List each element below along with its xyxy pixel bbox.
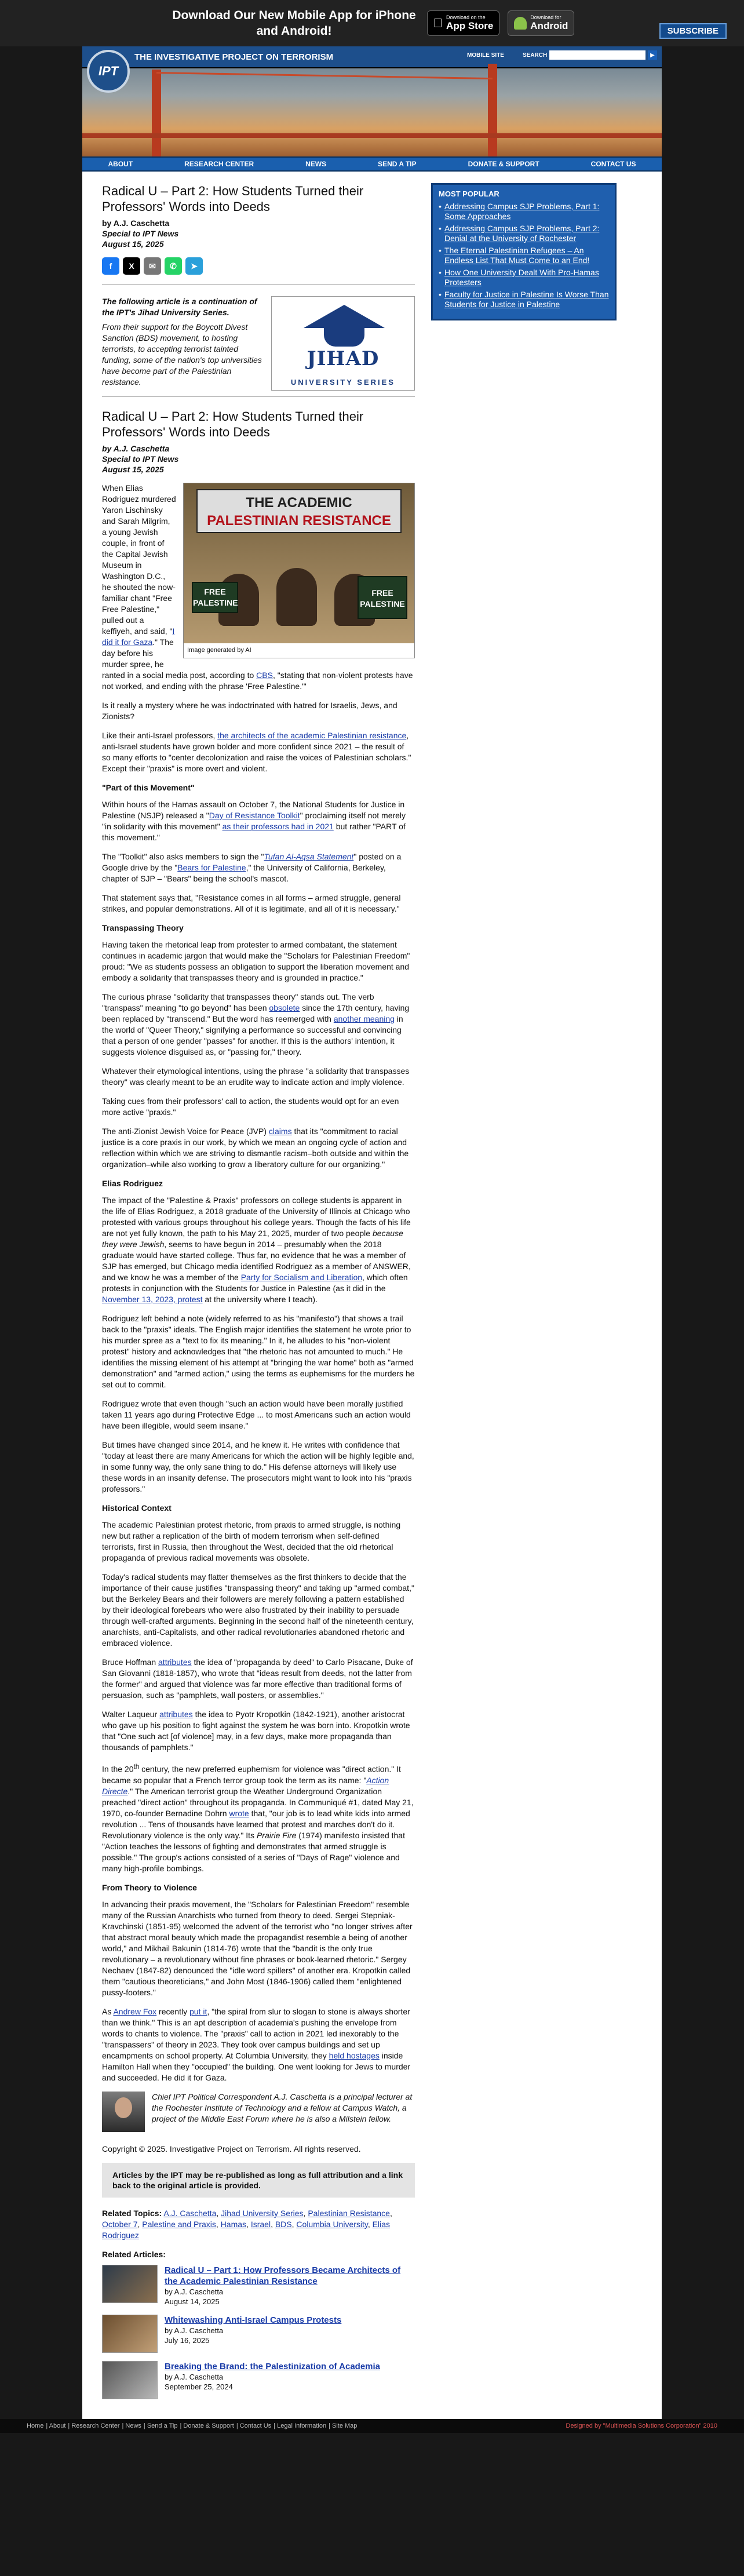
sidebar (431, 183, 617, 2407)
related-title[interactable]: Whitewashing Anti-Israel Campus Protests (165, 2315, 342, 2325)
section-heading: Elias Rodriguez (102, 1179, 163, 1188)
popular-item (439, 246, 609, 265)
popular-link[interactable]: Addressing Campus SJP Problems, Part 1: Some Approaches (444, 202, 600, 221)
nav-news[interactable]: NEWS (305, 160, 327, 168)
topic-link[interactable]: Jihad University Series (221, 2208, 304, 2218)
app-promo-text: Download Our New Mobile App for iPhone and Android! (172, 9, 416, 38)
related-date: September 25, 2024 (165, 2382, 233, 2391)
figure-sign-left: FREE PALESTINE (192, 582, 238, 613)
text: ," the University of California, Berkeley, chapter of SJP – "Bears" being the school's mascot. (102, 863, 386, 883)
bridge-cable (156, 72, 493, 79)
related-articles (102, 2249, 415, 2399)
text: The "Toolkit" also asks members to sign the " (102, 852, 264, 861)
text: The impact of the "Palestine & Praxis" professors on college students is apparent in the life of Elias Rodriguez, a 2018 graduate of the University of Illinois at Chicago who protested with various groups throughout his college years. Though the facts of his life are not yet fully known, the path to his May 21, 2025, murder of two people (102, 1196, 411, 1238)
link-held-hostages[interactable]: held hostages (329, 2050, 380, 2060)
text: the idea of "propaganda by deed" to Carlo Pisacane, Duke of San Giovanni (1818-1857), who wrote that "ideas result from deeds, not the latter from the former" and argued that violence was far more effective than traditional forms of persuasion, such as "pamphlets, wall posters, or assemblies." (102, 1657, 413, 1700)
link-toolkit[interactable]: Day of Resistance Toolkit (209, 811, 300, 820)
related-article (102, 2361, 415, 2399)
text: , seems to have begun in 2014 – presumably when the 2018 graduate would have started college. Thus far, no evidence that he was a member of SJP has emerged, but Chicago media identified Rodriguez as a member of ANSWER, and we know he was a member of the (102, 1240, 411, 1282)
footer-link-research[interactable]: Research Center (71, 2422, 120, 2429)
article-date-repeat: August 15, 2025 (102, 465, 164, 474)
email-share-icon[interactable]: ✉ (144, 257, 161, 275)
graduation-cap-icon (304, 305, 385, 328)
link-bears-for-palestine[interactable]: Bears for Palestine (177, 863, 246, 872)
link-i-did-it[interactable]: I did it for Gaza (102, 626, 175, 647)
paragraph (102, 992, 415, 1058)
footer-credit: Designed by "Multimedia Solutions Corporation" 2010 (566, 2422, 717, 2429)
bridge-deck (82, 133, 662, 138)
topic-link[interactable]: October 7 (102, 2219, 138, 2229)
paragraph: Having taken the rhetorical leap from protester to armed combatant, the statement continues in academic jargon that would make the "Scholars for Palestinian Freedom" proud: "We as students possess an obligation to support the liberation movement and embody a solidarity that transpasses theory and is grounded in practice." (102, 940, 410, 982)
text: since the 17th century, having been replaced by "transcend." But the word has reemerged with (102, 1003, 410, 1023)
footer-link-legal[interactable]: Legal Information (277, 2422, 327, 2429)
related-author: by A.J. Caschetta (165, 2326, 224, 2335)
site-header (82, 46, 662, 156)
text: at the university where I teach). (202, 1295, 318, 1304)
text: Like their anti-Israel professors, (102, 731, 218, 740)
figure-caption: Image generated by AI (184, 643, 414, 658)
topic-link[interactable]: BDS (275, 2219, 292, 2229)
jihad-logo-sub: UNIVERSITY SERIES (290, 378, 395, 387)
paragraph (102, 1126, 415, 1170)
figure-banner-line2: PALESTINIAN RESISTANCE (207, 513, 391, 529)
emphasis: Prairie Fire (256, 1830, 297, 1840)
link-put-it[interactable]: put it (189, 2006, 207, 2016)
link-tufan-statement[interactable]: Tufan Al-Aqsa Statement (264, 852, 354, 861)
link-professors-2021[interactable]: as their professors had in 2021 (222, 822, 334, 831)
apple-icon (433, 16, 443, 31)
paragraph: Whatever their etymological intentions, using the phrase "a solidarity that transpasses theory" was clearly meant to be an erudite way to indicate action and imply violence. (102, 1066, 410, 1087)
figure-sign-right: FREE PALESTINE (358, 576, 407, 619)
text: Within hours of the Hamas assault on October 7, the National Students for Justice in Palestine (NSJP) released a " (102, 800, 405, 820)
series-intro-text (102, 296, 263, 391)
android-big-label: Android (526, 20, 564, 31)
site-title[interactable]: THE INVESTIGATIVE PROJECT ON TERRORISM (134, 52, 334, 62)
topic-link[interactable]: Palestinian Resistance (308, 2208, 390, 2218)
emphasis: because they were Jewish (102, 1229, 403, 1249)
related-article (102, 2315, 415, 2353)
topic-link[interactable]: A.J. Caschetta (163, 2208, 217, 2218)
related-thumbnail[interactable] (102, 2315, 158, 2353)
nav-contact[interactable]: CONTACT US (590, 160, 636, 168)
text: Bruce Hoffman (102, 1657, 159, 1667)
android-small-label: Download for (526, 14, 557, 20)
topic-link[interactable]: Hamas (220, 2219, 247, 2229)
popular-link[interactable]: How One University Dealt With Pro-Hamas Protesters (444, 268, 599, 287)
popular-link[interactable]: Faculty for Justice in Palestine Is Worse Than Students for Justice in Palestine (444, 290, 609, 309)
footer-link-donate[interactable]: Donate & Support (183, 2422, 234, 2429)
text: but rather "PART of this movement." (102, 822, 406, 842)
popular-link[interactable]: Addressing Campus SJP Problems, Part 2: Denial at the University of Rochester (444, 224, 600, 243)
footer-link-contact[interactable]: Contact Us (239, 2422, 272, 2429)
paragraph (102, 1761, 415, 1874)
app-promo-bar (0, 0, 744, 46)
search-label: SEARCH (523, 52, 548, 59)
paragraph: That statement says that, "Resistance comes in all forms – armed struggle, general strikes, and popular demonstrations. All of it is legitimate, and all of it is necessary." (102, 893, 401, 913)
outlet: Special to IPT News (102, 229, 179, 238)
text: in the world of "Queer Theory," signifying a performance so successful and convincing that a person of one gender "passes" for another. If this is the authors' intention, it suggests violence disguised as, or "passing for," theory. (102, 1014, 403, 1056)
related-title[interactable]: Radical U – Part 1: How Professors Became Architects of the Academic Palestinian Resistance (165, 2265, 401, 2286)
text: inside Hamilton Hall when they "occupied" the building. One went looking for Jews to murder and succeeded. He did it for Gaza. (102, 2050, 411, 2082)
series-intro (102, 296, 415, 391)
popular-item (439, 202, 609, 221)
nav-research-center[interactable]: RESEARCH CENTER (184, 160, 254, 168)
link-obsolete[interactable]: obsolete (269, 1003, 300, 1012)
bridge-tower-left (152, 70, 161, 156)
paragraph (102, 1657, 415, 1701)
popular-link[interactable]: The Eternal Palestinian Refugees – An Endless List That Must Come to an End! (444, 246, 590, 265)
divider (102, 284, 415, 285)
link-action-directe[interactable]: Action Directe (102, 1775, 389, 1796)
copyright: Copyright © 2025. Investigative Project on Terrorism. All rights reserved. (102, 2144, 361, 2154)
share-bar (102, 257, 415, 275)
site-footer (0, 2419, 744, 2433)
paragraph: The academic Palestinian protest rhetoric, from praxis to armed struggle, is nothing new but rather a replication of the birth of modern terrorism when self-defined terrorists, first in Russia, then throughout the West, decided that the old rhetorical propaganda of previous radical movements was obsolete. (102, 1520, 401, 1562)
paragraph: Is it really a mystery where he was indoctrinated with hatred for Israelis, Jews, and Zionists? (102, 701, 397, 721)
main-nav (82, 156, 662, 172)
nav-about[interactable]: ABOUT (108, 160, 133, 168)
mobile-site-link[interactable]: MOBILE SITE (467, 52, 504, 59)
paragraph: In advancing their praxis movement, the "Scholars for Palestinian Freedom" resemble many of the Russian Anarchists who turned from theory to deed. Sergei Stepniak-Kravchinski (1851-95) welcomed the advent of the terrorist who "no longer strives after that abstract moral beauty which made the propagandist resemble a being of another world," and Mikhail Bakunin (1814-76) wrote that the "bandit is the only true revolutionary – a revolutionary without fine phrases or book-learned rhetoric." Sergey Nechaev (1847-82) denounced the "idle word spillers" of another era. Kropotkin called them "cautious theoreticians," and John Most (1846-1906) called them "enlightened pussy-footers." (102, 1899, 413, 1997)
appstore-big-label: App Store (441, 20, 489, 31)
series-intro-bold: The following article is a continuation of the IPT's Jihad University Series. (102, 297, 257, 317)
related-articles-label: Related Articles: (102, 2249, 166, 2259)
related-thumbnail[interactable] (102, 2361, 158, 2399)
paragraph (102, 1195, 415, 1305)
topic-link[interactable]: Elias Rodriguez (102, 2219, 391, 2240)
text: that, "our job is to lead white kids into armed revolution ... Tens of thousands have learned that protest and marches don't do it. Revolutionary violence is the only way." Its (102, 1808, 410, 1840)
superscript: th (133, 1763, 140, 1770)
protester (276, 568, 317, 626)
paragraph (102, 1709, 415, 1753)
paragraph: Rodriguez left behind a note (widely referred to as his "manifesto") that shows a trail back to the "praxis" ideals. The English major identifies the statement he wrote prior to his murder spree as a "text to fix its meaning." In it, he alludes to his "non-violent protest" history and acknowledges that "the rhetoric has not amounted to much." He identifies the missing element of his attempt at "bringing the war home" both as "armed demonstration" and "armed action," using the terms as euphemisms for the murders he set out to commit. (102, 1314, 415, 1389)
jihad-logo-word: JIHAD (307, 347, 380, 370)
appstore-small-label: Download on the (441, 14, 481, 20)
x-share-icon[interactable]: X (123, 257, 140, 275)
series-intro-body: From their support for the Boycott Divest Sanction (BDS) movement, to hosting terrorists, to accepting terrorist tainted funding, some of the nation's top universities have become part of the Palestinian resistance. (102, 322, 262, 387)
popular-item (439, 290, 609, 309)
link-cbs[interactable]: CBS (256, 671, 273, 680)
text: In the 20 (102, 1764, 134, 1774)
divider (102, 396, 415, 397)
app-store-button[interactable] (427, 10, 500, 36)
outlet-repeat: Special to IPT News (102, 454, 179, 464)
link-another-meaning[interactable]: another meaning (333, 1014, 395, 1023)
author-bio (102, 2092, 415, 2132)
site-logo[interactable]: IPT (87, 50, 130, 93)
article (102, 183, 415, 2407)
android-button[interactable] (508, 10, 574, 36)
article-date: August 15, 2025 (102, 239, 164, 249)
whatsapp-share-icon[interactable]: ✆ (165, 257, 182, 275)
facebook-share-icon[interactable]: f (102, 257, 119, 275)
most-popular-title: MOST POPULAR (439, 190, 499, 198)
text: , "stating that non-violent protests have not worked, and ending with the phrase 'Free Palestine.'" (102, 671, 413, 691)
text: century, the new preferred euphemism for violence was "direct action." It became so popular that a French terror group took the term as its name: " (102, 1764, 401, 1785)
link-claims[interactable]: claims (268, 1127, 292, 1136)
footer-link-sitemap[interactable]: Site Map (332, 2422, 358, 2429)
protest-illustration (184, 483, 414, 643)
link-psl[interactable]: Party for Socialism and Liberation (240, 1273, 363, 1282)
author-bio-text: Chief IPT Political Correspondent A.J. Caschetta is a principal lecturer at the Rochester Institute of Technology and a fellow at Campus Watch, a project of the Middle East Forum where he is also a Milstein fellow. (152, 2092, 413, 2123)
footer-link-tip[interactable]: Send a Tip (147, 2422, 178, 2429)
paragraph (102, 2006, 415, 2083)
related-author: by A.J. Caschetta (165, 2287, 224, 2296)
text: , which often protests in conjunction with the Students for Justice in Palestine (as it did in the (102, 1273, 408, 1293)
text: that its "commitment to racial justice is a core praxis in our work, by which we mean an ongoing cycle of action and reflection within which we are striving to dismantle racism–both outside and within the organization–while also working to grow a liberatory culture for our organizing." (102, 1127, 409, 1169)
link-wrote[interactable]: wrote (229, 1808, 249, 1818)
text: Walter Laqueur (102, 1710, 160, 1719)
nav-send-tip[interactable]: SEND A TIP (378, 160, 417, 168)
most-popular-box (431, 183, 617, 320)
graduation-cap-base (324, 327, 364, 347)
related-thumbnail[interactable] (102, 2265, 158, 2303)
related-author: by A.J. Caschetta (165, 2372, 224, 2381)
related-date: August 14, 2025 (165, 2297, 220, 2306)
article-figure (183, 483, 415, 658)
figure-banner-line1: THE ACADEMIC (246, 495, 352, 511)
republish-notice: Articles by the IPT may be re-published as long as full attribution and a link back to the original article is provided. (102, 2163, 415, 2198)
text: , anti-Israel students have grown bolder and more confident since 2021 – the result of so many efforts to "center decolonization and raise the voices of Palestinian scholars." Except their "praxis" is more overt and violent. (102, 731, 411, 773)
popular-item (439, 268, 609, 287)
search-input[interactable] (549, 50, 645, 60)
section-heading: "Part of this Movement" (102, 783, 195, 792)
text: the idea to Pyotr Kropotkin (1842-1921), another aristocrat who gave up his position to fight against the system he was born into. Kropotkin wrote that "One such act [of violence] may, in a few days, make more propaganda than thousands of pamphlets." (102, 1710, 410, 1752)
link-hoffman-attributes[interactable]: attributes (158, 1657, 192, 1667)
popular-item (439, 224, 609, 243)
section-heading: Transpassing Theory (102, 923, 184, 932)
text: " posted on a Google drive by the " (102, 852, 402, 872)
paragraph: Taking cues from their professors' call to action, the students would opt for an even more active "praxis." (102, 1096, 399, 1117)
author-name: by A.J. Caschetta (102, 218, 170, 228)
author-photo (102, 2092, 145, 2132)
related-topics-label: Related Topics: (102, 2208, 162, 2218)
text: As (102, 2006, 114, 2016)
text: The curious phrase "solidarity that transpasses theory" stands out. The verb "transpass" meaning "to go beyond" has been (102, 992, 374, 1012)
text: (1974) manifesto insisted that "Action teaches the lessons of fighting and demonstrates that armed struggle is possible." The group's actions consisted of a series of "Days of Rage" violence and many high-profile bombings. (102, 1830, 405, 1873)
byline (102, 218, 415, 249)
article-title-repeat: Radical U – Part 2: How Students Turned their Professors' Words into Deeds (102, 409, 364, 439)
paragraph: Today's radical students may flatter themselves as the first thinkers to decide that the importance of their cause justifies "transpassing theory" and taking up "armed combat," but the Berkeley Bears and their followers are merely following a pattern established by their ideological forebears who were also frustrated by their inability to persuade through well-crafted arguments. Beginning in the second half of the nineteenth century, anarchists, anti-Capitalists, and other radical revolutionaries abandoned rhetoric and embraced violence. (102, 1572, 414, 1648)
topic-link[interactable]: Palestine and Praxis (142, 2219, 216, 2229)
topic-link[interactable]: Israel (250, 2219, 271, 2229)
text: The anti-Zionist Jewish Voice for Peace (JVP) (102, 1127, 269, 1136)
footer-link-about[interactable]: About (49, 2422, 66, 2429)
telegram-share-icon[interactable]: ➤ (185, 257, 203, 275)
text: " proclaiming itself not merely "in solidarity with this movement" (102, 811, 406, 831)
text: , "the spiral from slur to slogan to stone is always shorter than we think." This is an apt description of academia's pushing the envelope from words to chants to violence. The "praxis" call to action in 2021 led inexorably to the "transpassers" of theory in 2023. They took over campus buildings and set up encampments on school property. At Columbia University, they (102, 2006, 410, 2060)
android-icon (514, 17, 527, 30)
topic-link[interactable]: Columbia University (296, 2219, 368, 2229)
related-article (102, 2265, 415, 2307)
nav-donate[interactable]: DONATE & SUPPORT (468, 160, 539, 168)
subscribe-button[interactable]: SUBSCRIBE (659, 23, 727, 39)
author-name-repeat: by A.J. Caschetta (102, 444, 170, 453)
footer-links: Home | About | Research Center | News | Send a Tip | Donate & Support | Contact Us | Legal Information | Site Map (27, 2422, 358, 2429)
related-date: July 16, 2025 (165, 2335, 210, 2345)
text: When Elias Rodriguez murdered Yaron Lischinsky and Sarah Milgrim, a young Jewish couple, in front of the Capital Jewish Museum in Washington D.C., he shouted the now-familiar chant "Free Free Palestine," pulled out a keffiyeh, and said, " (102, 483, 176, 636)
article-title: Radical U – Part 2: How Students Turned their Professors' Words into Deeds (102, 184, 364, 214)
paragraph (102, 799, 415, 843)
figure-banner (196, 489, 402, 533)
text: ." The American terrorist group the Weather Underground Organization preached "direct action" throughout its propaganda. In Communiqué #1, dated May 21, 1970, co-founder Bernadine Dohrn (102, 1786, 414, 1818)
text: recently (156, 2006, 189, 2016)
text: ." The day before his murder spree, he ranted in a social media post, according to (102, 637, 257, 680)
paragraph: Rodriguez wrote that even though "such an action would have been morally justified taken 11 years ago during Protective Edge ... to most Americans such an action would have been illegible, would seem insane." (102, 1399, 411, 1430)
paragraph (102, 730, 415, 774)
section-heading: Historical Context (102, 1503, 172, 1513)
paragraph: But times have changed since 2014, and he knew it. He writes with confidence that "today at least there are many Americans for which the action will be highly legible and, in some funny way, the only sane thing to do." His defense attorneys will likely use these words in an insanity defense. The prosecutors might want to look into his "praxis professors." (102, 1440, 414, 1493)
section-heading: From Theory to Violence (102, 1882, 197, 1892)
footer-link-news[interactable]: News (125, 2422, 141, 2429)
link-andrew-fox[interactable]: Andrew Fox (113, 2006, 157, 2016)
related-title[interactable]: Breaking the Brand: the Palestinization of Academia (165, 2361, 381, 2371)
link-laqueur-attributes[interactable]: attributes (159, 1710, 193, 1719)
link-nov-protest[interactable]: November 13, 2023, protest (102, 1295, 203, 1304)
link-architects[interactable]: the architects of the academic Palestinian resistance (217, 731, 407, 740)
search-go-icon[interactable]: ▶ (648, 50, 657, 60)
byline-repeat (102, 443, 415, 475)
related-topics: Related Topics: A.J. Caschetta, Jihad University Series, Palestinian Resistance, October 7, Palestine and Praxis, Hamas, Israel, BDS, Columbia University, Elias Rodriguez (102, 2208, 392, 2240)
paragraph (102, 851, 415, 884)
footer-link-home[interactable]: Home (27, 2422, 44, 2429)
jihad-university-logo[interactable] (271, 296, 415, 391)
